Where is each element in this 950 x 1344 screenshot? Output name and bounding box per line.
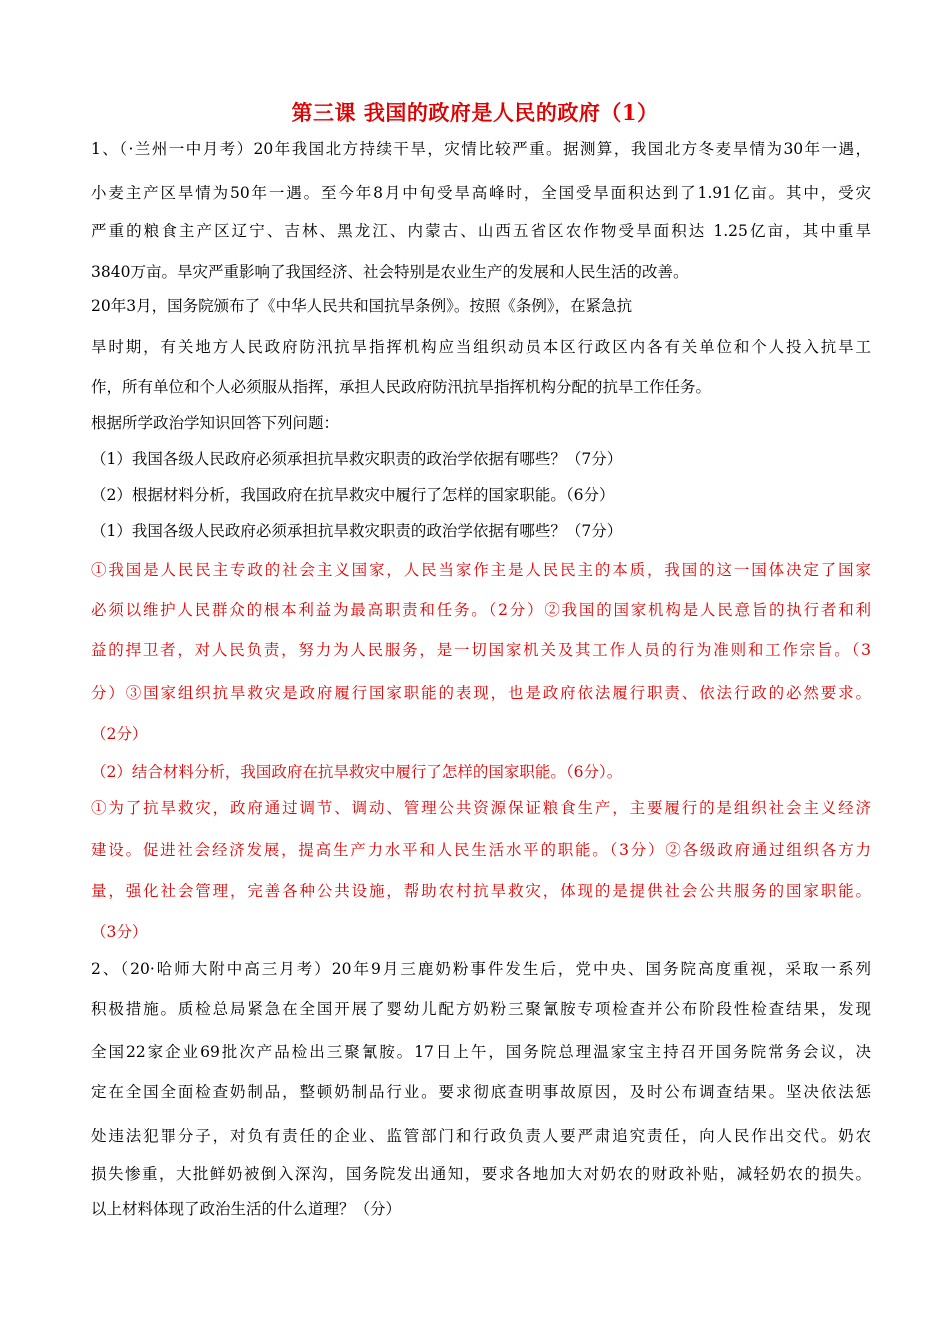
text-line: （1）我国各级人民政府必须承担抗旱救灾职责的政治学依据有哪些？（7分） xyxy=(91,450,623,468)
text-line: 1、（·兰州一中月考）20年我国北方持续干旱，灾情比较严重。据测算，我国北方冬麦旱情为30年一遇， xyxy=(91,140,871,158)
text-line: （3分） xyxy=(91,923,148,941)
text-line: 损失惨重，大批鲜奶被倒入深沟，国务院发出通知，要求各地加大对奶农的财政补贴，减轻奶农的损失。 xyxy=(91,1165,871,1183)
text-line: 作，所有单位和个人必须服从指挥，承担人民政府防汛抗旱指挥机构分配的抗旱工作任务。 xyxy=(91,378,712,396)
text-line: 20年3月，国务院颁布了《中华人民共和国抗旱条例》。按照《条例》，在紧急抗 xyxy=(91,297,633,315)
text-line: ①我国是人民民主专政的社会主义国家，人民当家作主是人民民主的本质，我国的这一国体决定了国家 xyxy=(91,561,871,579)
text-line: 积极措施。质检总局紧急在全国开展了婴幼儿配方奶粉三聚氰胺专项检查并公布阶段性检查结果，发现 xyxy=(91,1000,871,1018)
text-line: 小麦主产区旱情为50年一遇。至今年8月中旬受旱高峰时，全国受旱面积达到了1.91亿亩。其中，受灾 xyxy=(91,184,871,202)
text-line: 处违法犯罪分子，对负有责任的企业、监管部门和行政负责人要严肃追究责任，向人民作出交代。奶农 xyxy=(91,1127,871,1145)
text-line: （2）结合材料分析，我国政府在抗旱救灾中履行了怎样的国家职能。（6分）。 xyxy=(91,763,623,781)
text-line: 严重的粮食主产区辽宁、吉林、黑龙江、内蒙古、山西五省区农作物受旱面积达 1.25亿亩，其中重旱 xyxy=(91,222,871,240)
text-line: 分）③国家组织抗旱救灾是政府履行国家职能的表现，也是政府依法履行职责、依法行政的必然要求。 xyxy=(91,684,871,702)
text-line: 3840万亩。旱灾严重影响了我国经济、社会特别是农业生产的发展和人民生活的改善。 xyxy=(91,263,689,281)
page-title: 第三课 我国的政府是人民的政府（1） xyxy=(291,100,659,125)
text-line: 建设。促进社会经济发展，提高生产力水平和人民生活水平的职能。（3分）②各级政府通过组织各方力 xyxy=(91,841,871,859)
text-line: 量，强化社会管理，完善各种公共设施，帮助农村抗旱救灾，体现的是提供社会公共服务的国家职能。 xyxy=(91,882,871,900)
text-line: 以上材料体现了政治生活的什么道理？（分） xyxy=(91,1200,402,1218)
text-line: 必须以维护人民群众的根本利益为最高职责和任务。（2分）②我国的国家机构是人民意旨的执行者和利 xyxy=(91,601,871,619)
text-line: 定在全国全面检查奶制品，整顿奶制品行业。要求彻底查明事故原因，及时公布调查结果。坚决依法惩 xyxy=(91,1083,871,1101)
text-line: 全国22家企业69批次产品检出三聚氰胺。17日上午，国务院总理温家宝主持召开国务院常务会议，决 xyxy=(91,1043,871,1061)
text-line: （2分） xyxy=(91,725,148,743)
text-line: （2）根据材料分析，我国政府在抗旱救灾中履行了怎样的国家职能。（6分） xyxy=(91,486,615,504)
text-line: 益的捍卫者，对人民负责，努力为人民服务，是一切国家机关及其工作人员的行为准则和工作宗旨。（3 xyxy=(91,641,871,659)
text-line: 旱时期，有关地方人民政府防汛抗旱指挥机构应当组织动员本区行政区内各有关单位和个人投入抗旱工 xyxy=(91,338,871,356)
text-line: 2、（20·哈师大附中高三月考）20年9月三鹿奶粉事件发生后，党中央、国务院高度重视，采取一系列 xyxy=(91,960,871,978)
text-line: ①为了抗旱救灾，政府通过调节、调动、管理公共资源保证粮食生产，主要履行的是组织社会主义经济 xyxy=(91,799,871,817)
text-line: （1）我国各级人民政府必须承担抗旱救灾职责的政治学依据有哪些？（7分） xyxy=(91,522,623,540)
text-line: 根据所学政治学知识回答下列问题： xyxy=(91,414,340,432)
